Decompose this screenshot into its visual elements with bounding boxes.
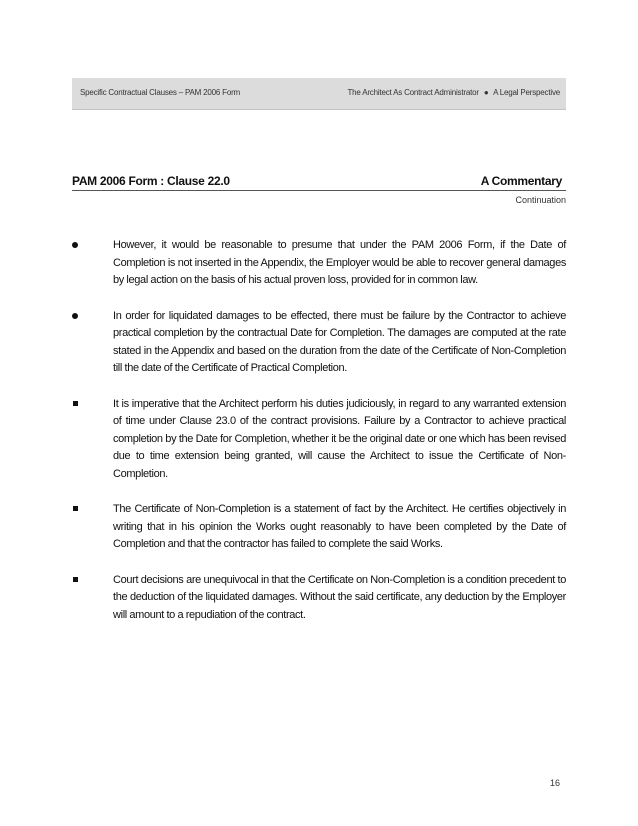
- header-separator-bullet: ●: [483, 88, 489, 97]
- page-number: 16: [549, 778, 560, 788]
- section-title-row: [72, 174, 566, 191]
- square-bullet-icon: [73, 401, 78, 406]
- continuation-label: Continuation: [515, 195, 566, 205]
- list-item: [72, 572, 566, 625]
- header-right-text: [347, 88, 560, 97]
- commentary-list: [72, 237, 566, 642]
- square-bullet-icon: [73, 577, 78, 582]
- running-header: [72, 78, 566, 110]
- round-bullet-icon: [72, 242, 78, 248]
- header-right-title: The Architect As Contract Administrator: [347, 88, 479, 97]
- list-item-text: Court decisions are unequivocal in that the Certificate on Non-Completion is a condition precedent to the deduction of the liquidated damages. Without the said certificate, any deduction by the Employer will amount to a repudiation of the contract.: [113, 573, 566, 621]
- list-item: [72, 237, 566, 290]
- page-subtitle: A Commentary: [480, 174, 562, 188]
- header-right-subtitle: A Legal Perspective: [493, 88, 560, 97]
- list-item: [72, 501, 566, 554]
- square-bullet-icon: [73, 506, 78, 511]
- list-item-text: In order for liquidated damages to be effected, there must be failure by the Contractor to achieve practical completion by the contractual Date for Completion. The damages are computed at the rate stated in the Appendix and based on the duration from the date of the Certificate of Non-Completion till the date of the Certificate of Practical Completion.: [113, 309, 566, 374]
- list-item: [72, 308, 566, 378]
- list-item-text: It is imperative that the Architect perform his duties judiciously, in regard to any warranted extension of time under Clause 23.0 of the contract provisions. Failure by a Contractor to achieve practical completion by the Date for Completion, whether it be the original date or one which has been revised due to time extension being granted, will cause the Architect to issue the Certificate of Non-Completion.: [113, 397, 566, 480]
- list-item-text: However, it would be reasonable to presume that under the PAM 2006 Form, if the Date of Completion is not inserted in the Appendix, the Employer would be able to recover general damages by legal action on the basis of his actual proven loss, provided for in common law.: [113, 239, 566, 286]
- header-left-text: Specific Contractual Clauses – PAM 2006 Form: [80, 88, 241, 97]
- list-item-text: The Certificate of Non-Completion is a statement of fact by the Architect. He certifies objectively in writing that in his opinion the Works ought reasonably to have been completed by the Date of Completion and that the contractor has failed to complete the said Works.: [113, 503, 566, 550]
- list-item: [72, 396, 566, 484]
- page-title: PAM 2006 Form : Clause 22.0: [72, 174, 230, 188]
- round-bullet-icon: [72, 313, 78, 319]
